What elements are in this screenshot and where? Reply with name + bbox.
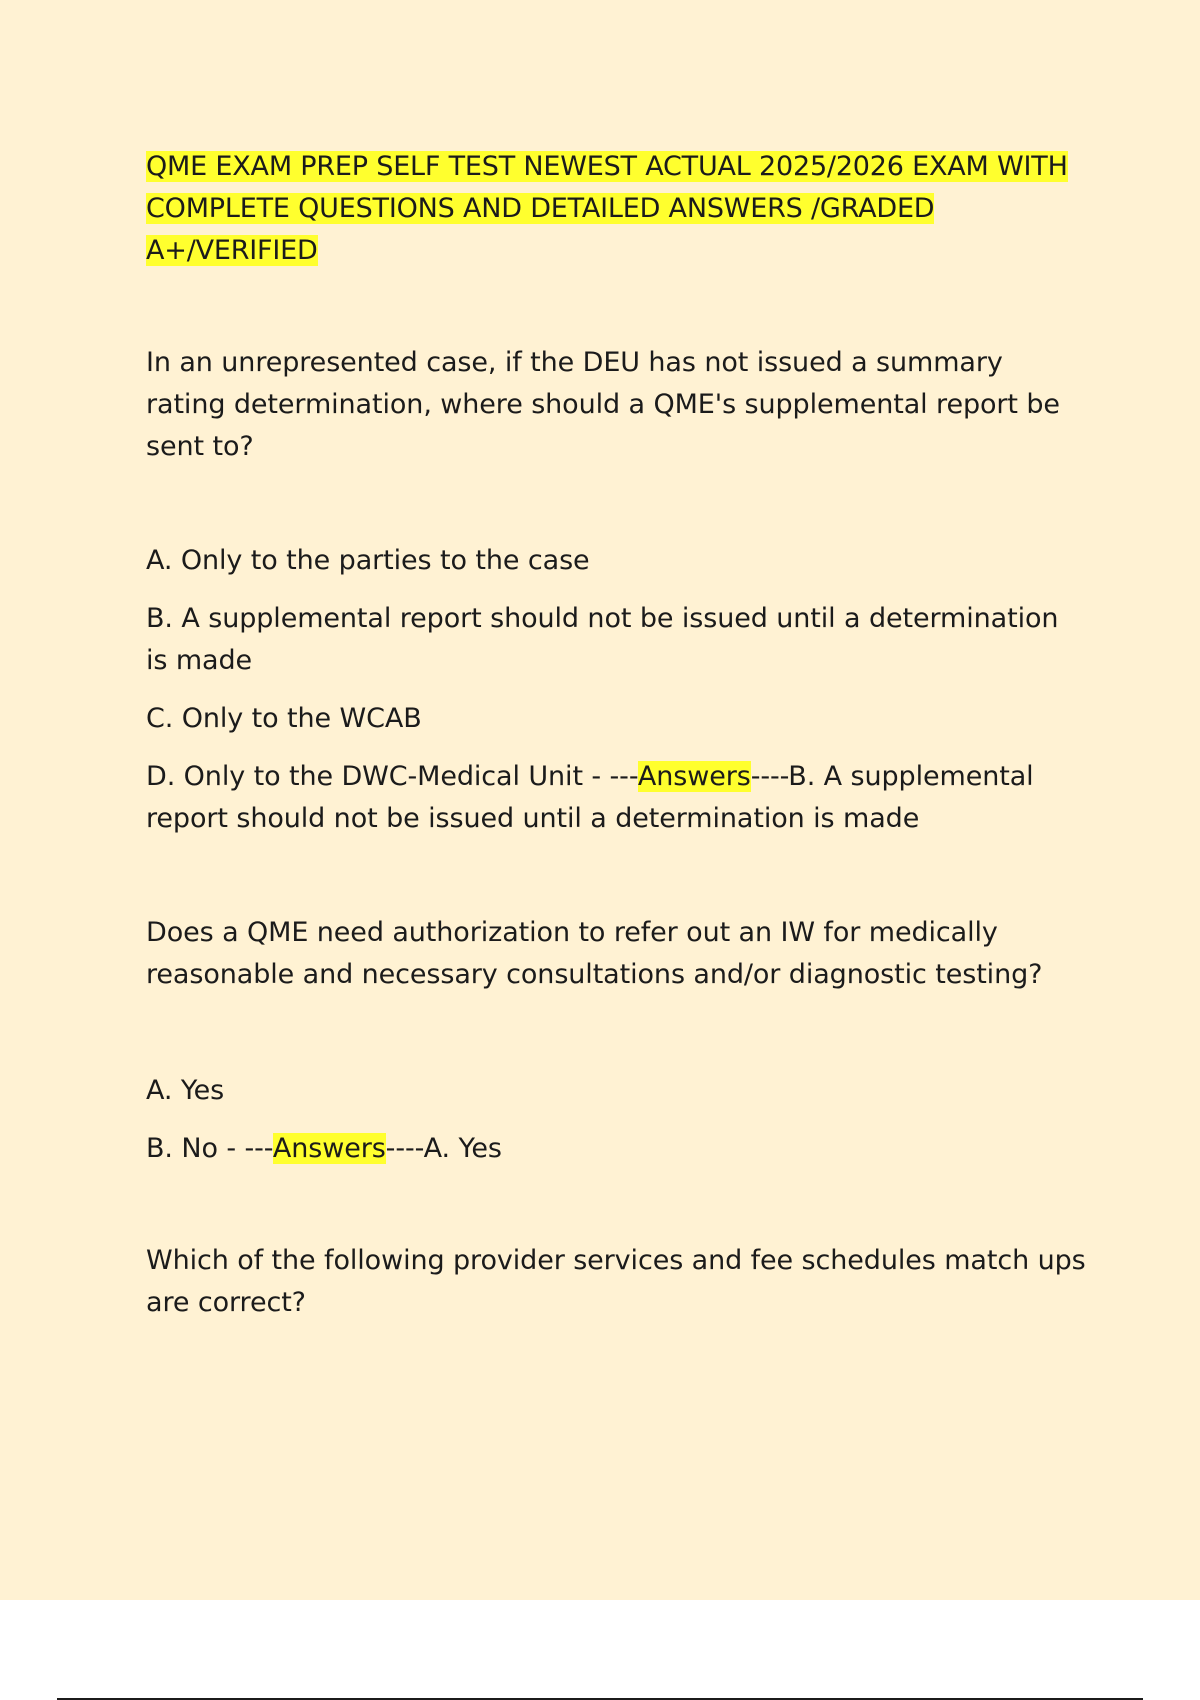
question-2-options <box>146 1070 1086 1170</box>
question-1-answer-label: Answers <box>637 761 751 792</box>
question-2-option-a: A. Yes <box>146 1075 225 1106</box>
question-2-answer-text: ----A. Yes <box>385 1133 502 1164</box>
question-2-answer-label: Answers <box>272 1133 386 1164</box>
document-content <box>146 146 1086 1324</box>
question-1-option-d-text: D. Only to the DWC-Medical Unit - --- <box>146 761 638 792</box>
question-2-text: Does a QME need authorization to refer out an IW for medically reasonable and necessary consultations and/or diagnostic testing? <box>146 917 1043 990</box>
question-1-option-d-with-answer <box>146 756 1086 840</box>
question-1-text: In an unrepresented case, if the DEU has not issued a summary rating determination, where should a QME's supplemental report be sent to? <box>146 347 1060 462</box>
question-1-answer-text: ----B. A supplemental report should not be issued until a determination is made <box>146 761 1034 834</box>
question-1-option-b: B. A supplemental report should not be issued until a determination is made <box>146 603 1059 676</box>
question-2-option-b-with-answer <box>146 1128 1086 1170</box>
question-1-options <box>146 540 1086 840</box>
question-1-option-a: A. Only to the parties to the case <box>146 545 590 576</box>
title-highlight: QME EXAM PREP SELF TEST NEWEST ACTUAL 2025/2026 EXAM WITH COMPLETE QUESTIONS AND DETAILED ANSWERS /GRADED A+/VERIFIED <box>146 151 1068 266</box>
document-title <box>146 146 1086 272</box>
question-3-text: Which of the following provider services and fee schedules match ups are correct? <box>146 1245 1086 1318</box>
question-2-option-b-text: B. No - --- <box>146 1133 273 1164</box>
question-1-option-c: C. Only to the WCAB <box>146 703 422 734</box>
